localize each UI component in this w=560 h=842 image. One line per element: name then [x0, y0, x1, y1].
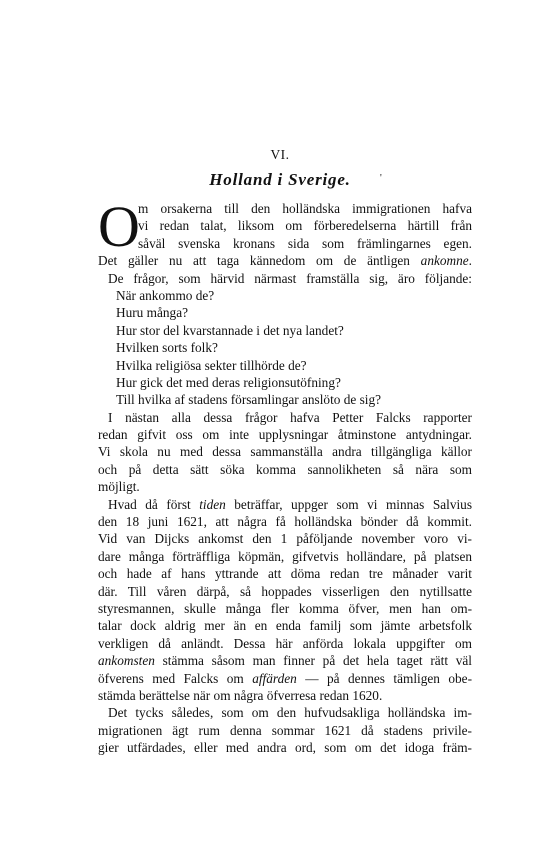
text-line: Huru många? — [116, 305, 188, 321]
drop-cap: O — [98, 194, 140, 259]
text-line: redan gifvit oss om inte upplysningar åtminstone antydningar. — [98, 427, 472, 443]
text-line: Hur gick det med deras religionsutöfning? — [116, 374, 341, 390]
text-line: Det tycks således, som om den hufvudsakliga holländska im- — [108, 705, 472, 721]
text-line: De frågor, som härvid närmast framställa sig, äro följande: — [108, 270, 472, 286]
text-line: verkligen då anländt. Dessa här anförda lokala uppgifter om — [98, 635, 472, 651]
text-line: gier utfärdades, eller med andra ord, som om det idoga främ- — [98, 740, 472, 756]
text-line: Hvilka religiösa sekter tillhörde de? — [116, 357, 307, 373]
text-line: den 18 juni 1621, att några få holländska bönder då kommit. — [98, 514, 472, 530]
text-line: Det gäller nu att taga kännedom om de äntligen ankomne. — [98, 253, 472, 269]
text-line: Vid van Dijcks ankomst den 1 påföljande november voro vi- — [98, 531, 472, 547]
text-line: öfverens med Falcks om affärden — på dennes tämligen obe- — [98, 670, 472, 686]
text-line: Hvilken sorts folk? — [116, 340, 218, 356]
text-line: möjligt. — [98, 479, 140, 495]
text-line: I nästan alla dessa frågor hafva Petter Falcks rapporter — [108, 409, 472, 425]
text-line: vi redan talat, liksom om förberedelserna härtill från — [138, 218, 472, 234]
text-line: såväl svenska kronans sida som främlingarnes egen. — [138, 235, 472, 251]
text-line: och på detta sätt söka komma sannolikheten så nära som — [98, 461, 472, 477]
text-line: stämda berättelse när om några öfverresa redan 1620. — [98, 687, 383, 703]
text-line: Vi skola nu med dessa sammanställa andra tillgängliga källor — [98, 444, 472, 460]
text-line: migrationen ägt rum denna sommar 1621 då stadens privile- — [98, 722, 472, 738]
text-line: När ankommo de? — [116, 287, 215, 303]
text-line: styresmannen, skulle många fler komma öfver, men han om- — [98, 600, 472, 616]
text-line: och hade af hans yttrande att döma redan tre månader varit — [98, 566, 472, 582]
text-line: dare många förträffliga köpmän, gifvetvis holländare, på platsen — [98, 548, 472, 564]
text-line: Hvad då först tiden beträffar, uppger som vi minnas Salvius — [108, 496, 472, 512]
text-line: m orsakerna till den holländska immigrationen hafva — [138, 201, 472, 216]
text-line: talar dock aldrig mer än en enda familj som jämte arbetsfolk — [98, 618, 472, 634]
text-line: där. Till våren därpå, så hoppades visserligen den nytillsatte — [98, 583, 472, 599]
chapter-number: VI. — [270, 147, 290, 162]
text-line: Hur stor del kvarstannade i det nya landet? — [116, 322, 344, 338]
ink-speck: ' — [380, 173, 382, 184]
text-line: ankomsten stämma såsom man finner på det hela taget rätt väl — [98, 653, 472, 669]
body-text — [98, 194, 472, 757]
text-line: Till hvilka af stadens församlingar anslöto de sig? — [116, 392, 382, 408]
chapter-title: Holland i Sverige. — [209, 170, 351, 189]
